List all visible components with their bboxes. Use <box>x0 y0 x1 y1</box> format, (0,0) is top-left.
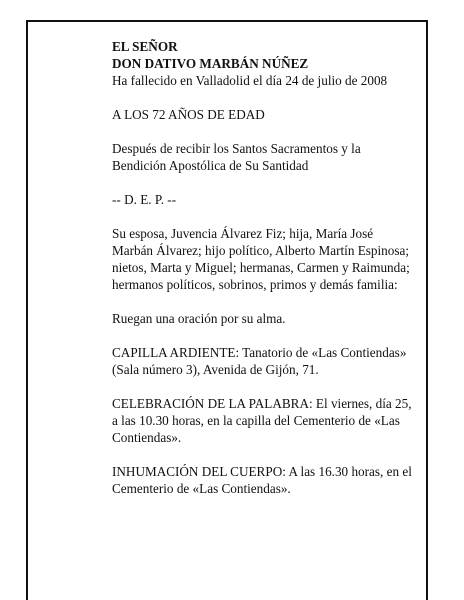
spacer <box>112 208 417 225</box>
spacer <box>112 123 417 140</box>
rip-line: -- D. E. P. -- <box>112 192 177 207</box>
title-honorific: EL SEÑOR <box>112 39 178 54</box>
burial-text: INHUMACIÓN DEL CUERPO: A las 16.30 horas, en el Cementerio de «Las Contiendas». <box>112 464 412 496</box>
age-line: A LOS 72 AÑOS DE EDAD <box>112 107 265 122</box>
spacer <box>112 327 417 344</box>
spacer <box>112 378 417 395</box>
prayer-text: Ruegan una oración por su alma. <box>112 311 286 326</box>
chapel-text: CAPILLA ARDIENTE: Tanatorio de «Las Contiendas» (Sala número 3), Avenida de Gijón, 71. <box>112 345 407 377</box>
family-text: Su esposa, Juvencia Álvarez Fiz; hija, María José Marbán Álvarez; hijo político, Alberto Martín Espinosa; nietos, Marta y Miguel; hermanas, Carmen y Raimunda; hermanos políticos, sobrinos, primos y demás familia: <box>112 226 410 292</box>
spacer <box>112 89 417 106</box>
obituary-notice <box>112 38 417 497</box>
spacer <box>112 293 417 310</box>
spacer <box>112 174 417 191</box>
sacraments-text: Después de recibir los Santos Sacramentos y la Bendición Apostólica de Su Santidad <box>112 141 361 173</box>
spacer <box>112 446 417 463</box>
death-statement: Ha fallecido en Valladolid el día 24 de julio de 2008 <box>112 73 388 88</box>
deceased-name: DON DATIVO MARBÁN NÚÑEZ <box>112 56 309 71</box>
celebration-text: CELEBRACIÓN DE LA PALABRA: El viernes, día 25, a las 10.30 horas, en la capilla del Cementerio de «Las Contiendas». <box>112 396 412 445</box>
